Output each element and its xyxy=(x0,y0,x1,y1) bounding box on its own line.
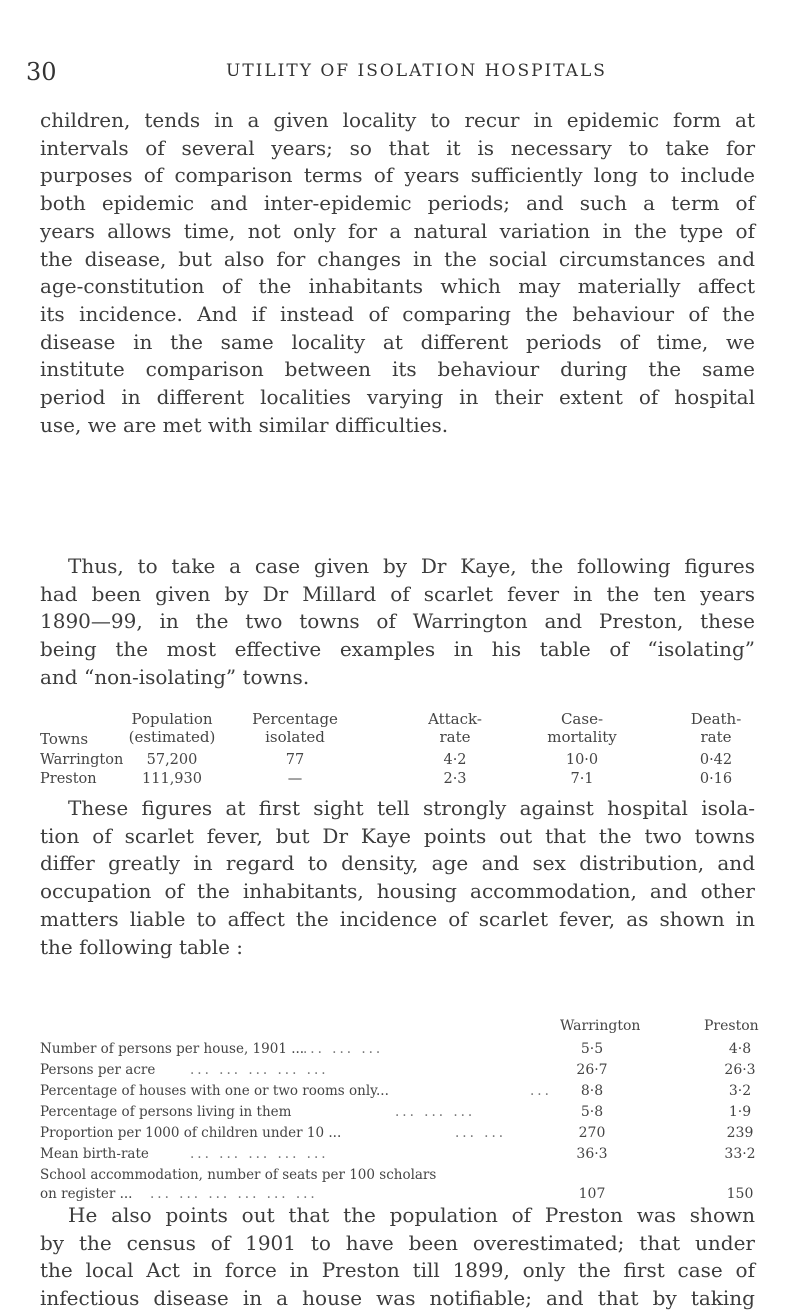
header-death-line1: Death- xyxy=(690,710,742,728)
text-line: had been given by Dr Millard of scarlet fever in the ten years xyxy=(40,581,755,606)
header-population-line2: (estimated) xyxy=(128,728,216,746)
row-label: School accommodation, number of seats per 100 scholars xyxy=(40,1167,437,1183)
text-line: differ greatly in regard to density, age and sex distribution, and xyxy=(40,851,755,876)
row-population: 57,200 xyxy=(146,752,198,768)
header-population-line1: Population xyxy=(131,710,213,728)
text-line: purposes of comparison terms of years sufficiently long to include xyxy=(40,163,755,188)
paragraph-3 xyxy=(40,795,755,961)
text-line: He also points out that the population of Preston was shown xyxy=(68,1203,755,1227)
preston-value: 26·3 xyxy=(724,1062,756,1078)
header-attack-line2: rate xyxy=(439,728,471,746)
row-label: Percentage of houses with one or two rooms only... xyxy=(40,1083,389,1099)
text-line: tion of scarlet fever, but Dr Kaye points out that the two towns xyxy=(40,823,755,848)
preston-value: 150 xyxy=(726,1186,754,1202)
row-attack: 4·2 xyxy=(443,752,467,768)
row-town: Preston xyxy=(40,771,97,787)
dot-leader: ... ... ... ... ... xyxy=(190,1062,329,1078)
running-head: UTILITY OF ISOLATION HOSPITALS xyxy=(226,61,607,81)
row-label: Number of persons per house, 1901 ... xyxy=(40,1041,305,1057)
text-line: the local Act in force in Preston till 1899, only the first case of xyxy=(40,1258,755,1283)
paragraph-4 xyxy=(40,1202,755,1313)
text-line: Thus, to take a case given by Dr Kaye, the following figures xyxy=(68,554,755,578)
row-label: Proportion per 1000 of children under 10 ... xyxy=(40,1125,342,1141)
text-line: intervals of several years; so that it is necessary to take for xyxy=(40,135,755,160)
text-line: both epidemic and inter-epidemic periods; and such a term of xyxy=(40,191,755,216)
row-label: Percentage of persons living in them xyxy=(40,1104,292,1120)
header-towns: Towns xyxy=(40,730,89,748)
dot-leader: ... ... ... xyxy=(303,1041,384,1057)
text-line: institute comparison between its behaviour during the same xyxy=(40,357,755,382)
text-line: by the census of 1901 to have been overestimated; that under xyxy=(40,1230,755,1255)
text-line: period in different localities varying in their extent of hospital xyxy=(40,385,755,410)
warrington-value: 5·8 xyxy=(580,1104,604,1120)
page-header xyxy=(26,58,746,90)
page-number: 30 xyxy=(26,58,57,86)
text-line: use, we are met with similar difficulties. xyxy=(40,412,449,437)
text-line: its incidence. And if instead of comparing the behaviour of the xyxy=(40,301,755,326)
paragraph-2 xyxy=(40,553,755,692)
paragraph-1 xyxy=(40,107,755,439)
header-case-line1: Case- xyxy=(560,710,604,728)
row-death: 0·42 xyxy=(699,752,733,768)
row-case: 10·0 xyxy=(565,752,599,768)
text-line: the disease, but also for changes in the social circumstances and xyxy=(40,246,755,271)
preston-value: 1·9 xyxy=(728,1104,752,1120)
warrington-value: 26·7 xyxy=(576,1062,608,1078)
preston-value: 239 xyxy=(726,1125,754,1141)
text-line: age-constitution of the inhabitants which may materially affect xyxy=(40,274,755,299)
row-label-continued: on register ... xyxy=(40,1186,133,1202)
text-line: children, tends in a given locality to recur in epidemic form at xyxy=(40,108,755,132)
warrington-value: 270 xyxy=(578,1125,606,1141)
preston-value: 3·2 xyxy=(728,1083,752,1099)
header-percentage-line2: isolated xyxy=(265,728,325,746)
column-header-preston: Preston xyxy=(704,1018,759,1034)
warrington-value: 36·3 xyxy=(576,1146,608,1162)
scarlet-fever-table xyxy=(40,712,760,787)
header-case-line2: mortality xyxy=(547,728,617,746)
warrington-value: 8·8 xyxy=(580,1083,604,1099)
dot-leader: ... ... ... ... ... ... xyxy=(150,1186,318,1202)
row-percentage: — xyxy=(287,771,303,787)
row-population: 111,930 xyxy=(142,771,202,787)
text-line: being the most effective examples in his table of “isolating” xyxy=(40,637,755,662)
text-line: the following table : xyxy=(40,934,244,959)
text-line: occupation of the inhabitants, housing accommodation, and other xyxy=(40,879,755,904)
row-label: Mean birth-rate xyxy=(40,1146,149,1162)
header-death-line2: rate xyxy=(700,728,732,746)
column-header-warrington: Warrington xyxy=(560,1018,641,1034)
text-line: and “non-isolating” towns. xyxy=(40,664,310,689)
preston-value: 33·2 xyxy=(724,1146,756,1162)
preston-value: 4·8 xyxy=(728,1041,752,1057)
comparison-table xyxy=(0,1018,800,1200)
warrington-value: 5·5 xyxy=(580,1041,604,1057)
header-attack-line1: Attack- xyxy=(428,710,482,728)
text-line: disease in the same locality at different periods of time, we xyxy=(40,329,755,354)
row-death: 0·16 xyxy=(699,771,733,787)
warrington-value: 107 xyxy=(578,1186,606,1202)
row-case: 7·1 xyxy=(570,771,594,787)
header-percentage-line1: Percentage xyxy=(252,710,338,728)
row-town: Warrington xyxy=(40,752,124,768)
row-label: Persons per acre xyxy=(40,1062,156,1078)
dot-leader: ... ... ... ... ... xyxy=(190,1146,329,1162)
dot-leader: ... xyxy=(530,1083,552,1099)
dot-leader: ... ... xyxy=(455,1125,507,1141)
text-line: 1890—99, in the two towns of Warrington and Preston, these xyxy=(40,609,755,634)
text-line: matters liable to affect the incidence of scarlet fever, as shown in xyxy=(40,906,755,931)
text-line: infectious disease in a house was notifiable; and that by taking xyxy=(40,1286,755,1311)
text-line: years allows time, not only for a natural variation in the type of xyxy=(40,218,755,243)
row-percentage: 77 xyxy=(285,752,305,768)
text-line: These figures at first sight tell strongly against hospital isola- xyxy=(68,796,755,820)
row-attack: 2·3 xyxy=(443,771,467,787)
dot-leader: ... ... ... xyxy=(395,1104,476,1120)
